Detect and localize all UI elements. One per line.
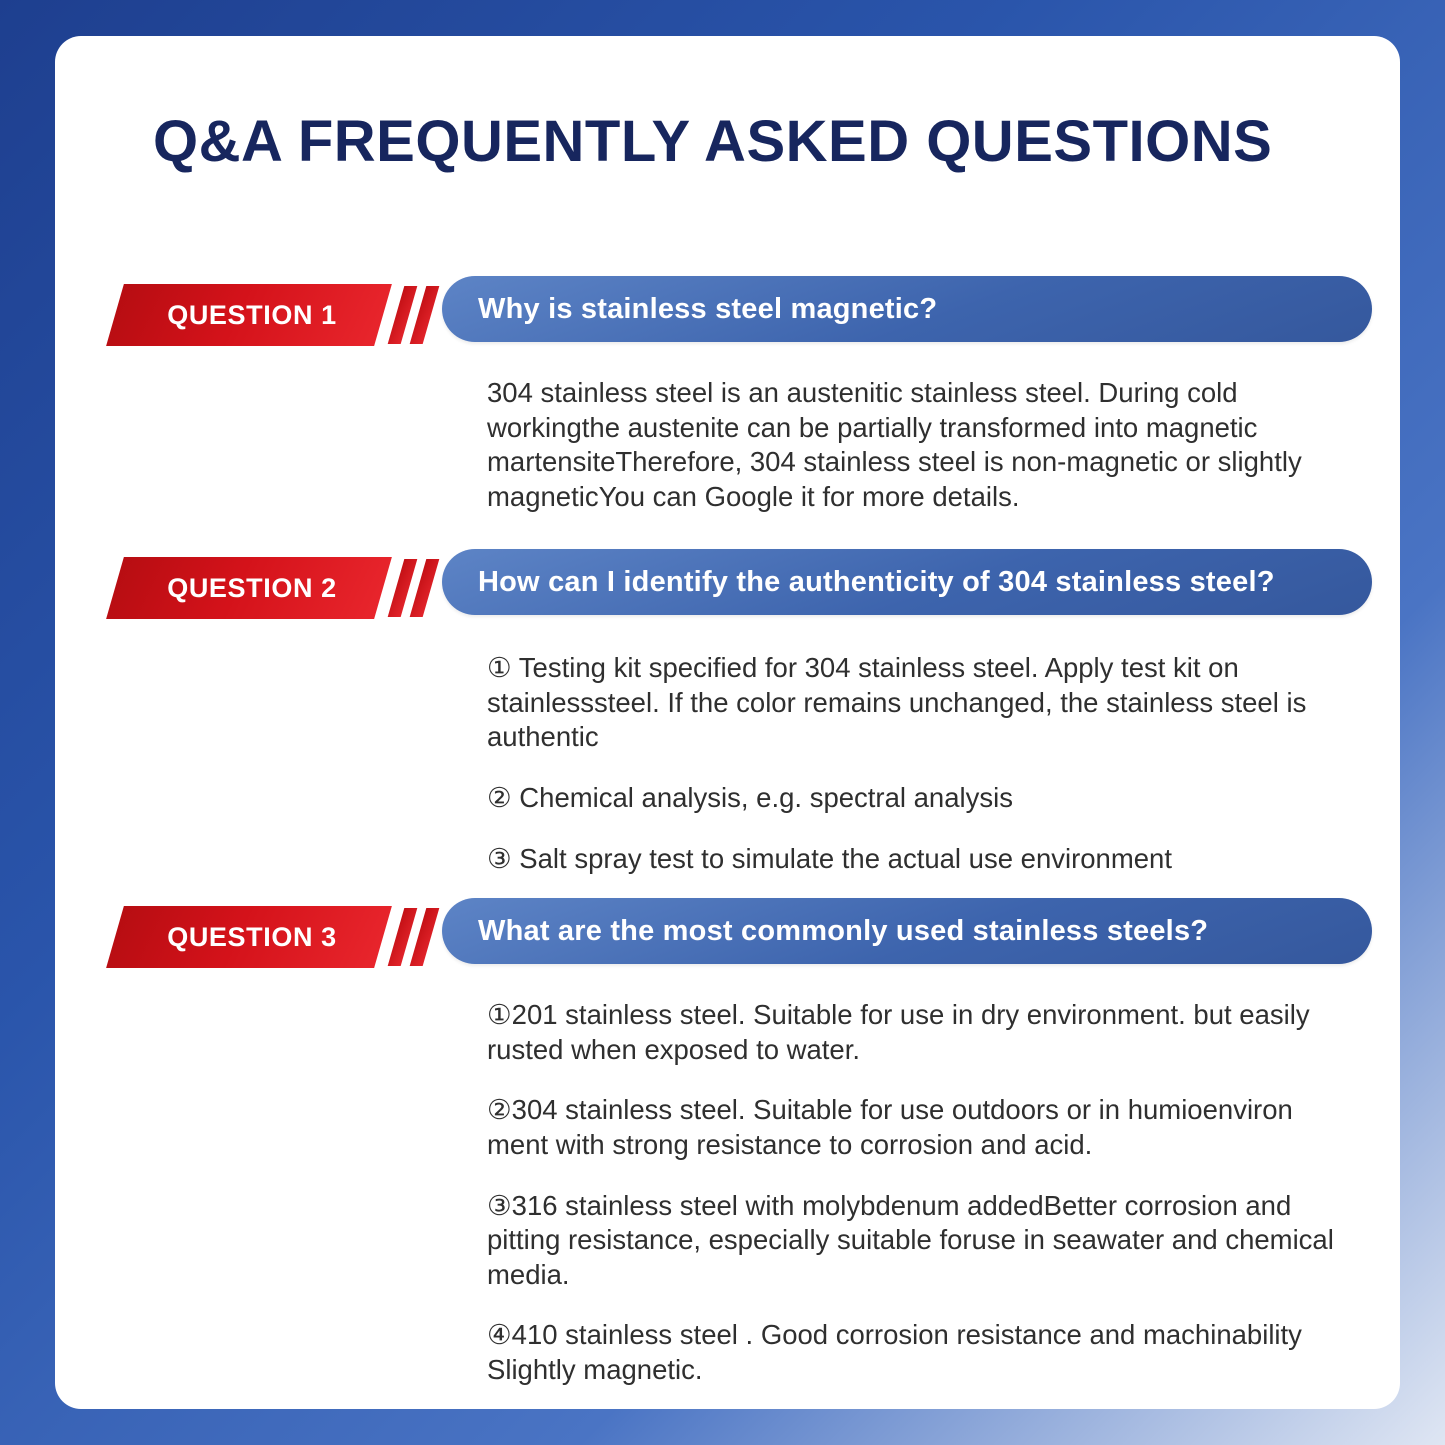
answer-paragraph: ②304 stainless steel. Suitable for use outdoors or in humioenviron ment with strong resistance to corrosion and acid.	[487, 1094, 1293, 1160]
answer-paragraph: ①201 stainless steel. Suitable for use in dry environment. but easily rusted when exposed to water.	[487, 999, 1310, 1065]
answer-1	[487, 376, 1340, 515]
question-tag-label: QUESTION 2	[167, 572, 337, 603]
answer-paragraph: ③ Salt spray test to simulate the actual use environment	[487, 842, 1172, 874]
page-title: Q&A FREQUENTLY ASKED QUESTIONS	[153, 109, 1273, 174]
question-tag-label: QUESTION 3	[167, 921, 337, 952]
question-tag-2	[115, 557, 455, 619]
answer-2	[487, 651, 1340, 876]
question-banner-2: How can I identify the authenticity of 304 stainless steel?	[442, 549, 1372, 615]
answer-3	[487, 998, 1340, 1388]
answer-paragraph: 304 stainless steel is an austenitic stainless steel. During cold workingthe austenite can be partially transformed into magnetic martensiteTherefore, 304 stainless steel is non-magnetic or slightly magneticYou can Google it for more details.	[487, 377, 1302, 512]
answer-paragraph: ① Testing kit specified for 304 stainless steel. Apply test kit on stainlesssteel. If the color remains unchanged, the stainless steel is authentic	[487, 652, 1307, 753]
answer-paragraph: ③316 stainless steel with molybdenum addedBetter corrosion and pitting resistance, especially suitable foruse in seawater and chemical media.	[487, 1189, 1334, 1290]
question-tag-3	[115, 906, 455, 968]
answer-paragraph: ② Chemical analysis, e.g. spectral analysis	[487, 781, 1013, 813]
question-banner-3: What are the most commonly used stainless steels?	[442, 898, 1372, 964]
faq-card	[55, 36, 1400, 1409]
question-tag-label: QUESTION 1	[167, 299, 337, 330]
answer-paragraph: ④410 stainless steel . Good corrosion resistance and machinability Slightly magnetic.	[487, 1319, 1302, 1386]
question-tag-1	[115, 284, 455, 346]
question-banner-1: Why is stainless steel magnetic?	[442, 276, 1372, 342]
